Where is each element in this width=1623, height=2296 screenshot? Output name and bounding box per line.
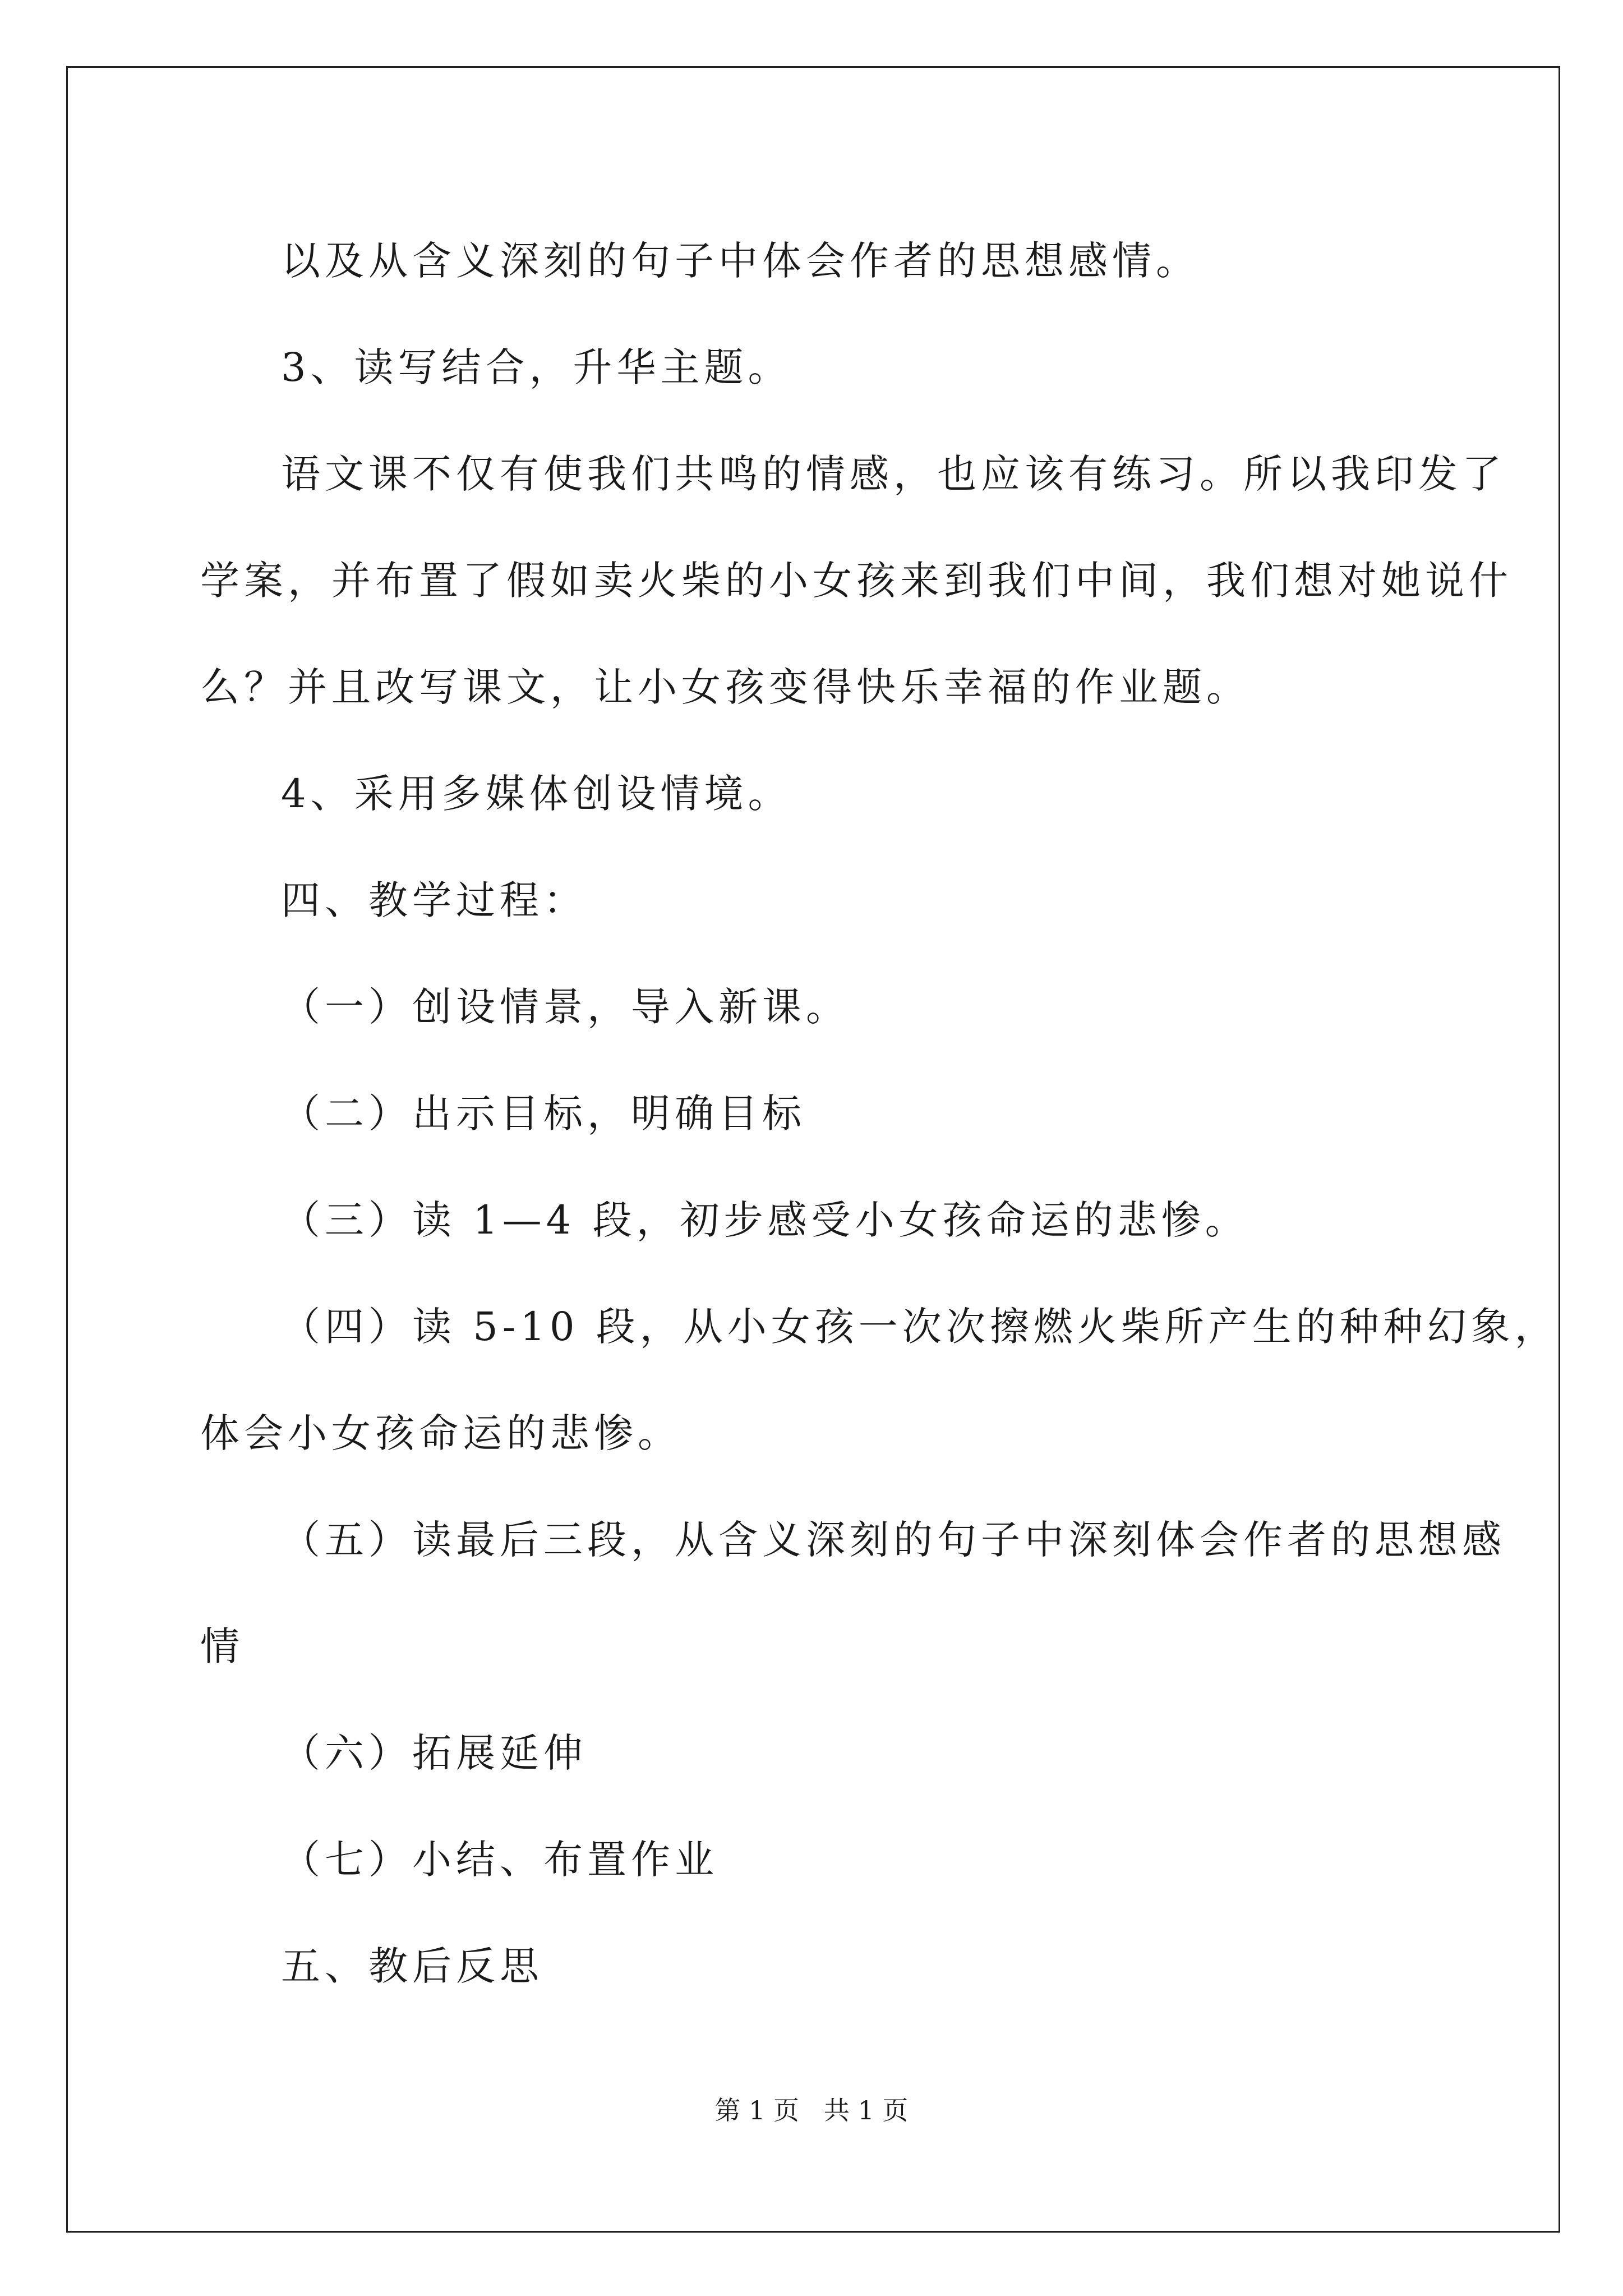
section-heading: 四、教学过程： [281, 877, 587, 923]
paragraph-line: 以及从含义深刻的句子中体会作者的思想感情。 [281, 238, 1200, 284]
section-heading: 五、教后反思 [281, 1943, 543, 1989]
document-body [200, 208, 1559, 2019]
paragraph-line: （六）拓展延伸 [281, 1730, 587, 1776]
paragraph-line: （一）创设情景，导入新课。 [281, 984, 850, 1030]
paragraph-line: 体会小女孩命运的悲惨。 [200, 1410, 681, 1456]
paragraph-line: （二）出示目标，明确目标 [281, 1091, 806, 1137]
paragraph-line: 语文课不仅有使我们共鸣的情感，也应该有练习。所以我印发了 [281, 451, 1506, 497]
paragraph-line: （五）读最后三段，从含义深刻的句子中深刻体会作者的思想感 [281, 1517, 1506, 1563]
paragraph-line: 么？并且改写课文，让小女孩变得快乐幸福的作业题。 [200, 664, 1250, 710]
paragraph-line: 4、采用多媒体创设情境。 [281, 771, 792, 817]
paragraph-line: （七）小结、布置作业 [281, 1837, 718, 1883]
paragraph-line: 情 [200, 1623, 244, 1669]
paragraph-line: 学案，并布置了假如卖火柴的小女孩来到我们中间，我们想对她说什 [200, 558, 1513, 604]
paragraph-line: 3、读写结合，升华主题。 [281, 344, 792, 390]
page-number-footer: 第 1 页 共 1 页 [714, 2095, 909, 2125]
paragraph-line: （四）读 5-10 段，从小女孩一次次擦燃火柴所产生的种种幻象， [281, 1304, 1559, 1350]
paragraph-line: （三）读 1—4 段，初步感受小女孩命运的悲惨。 [281, 1197, 1249, 1243]
